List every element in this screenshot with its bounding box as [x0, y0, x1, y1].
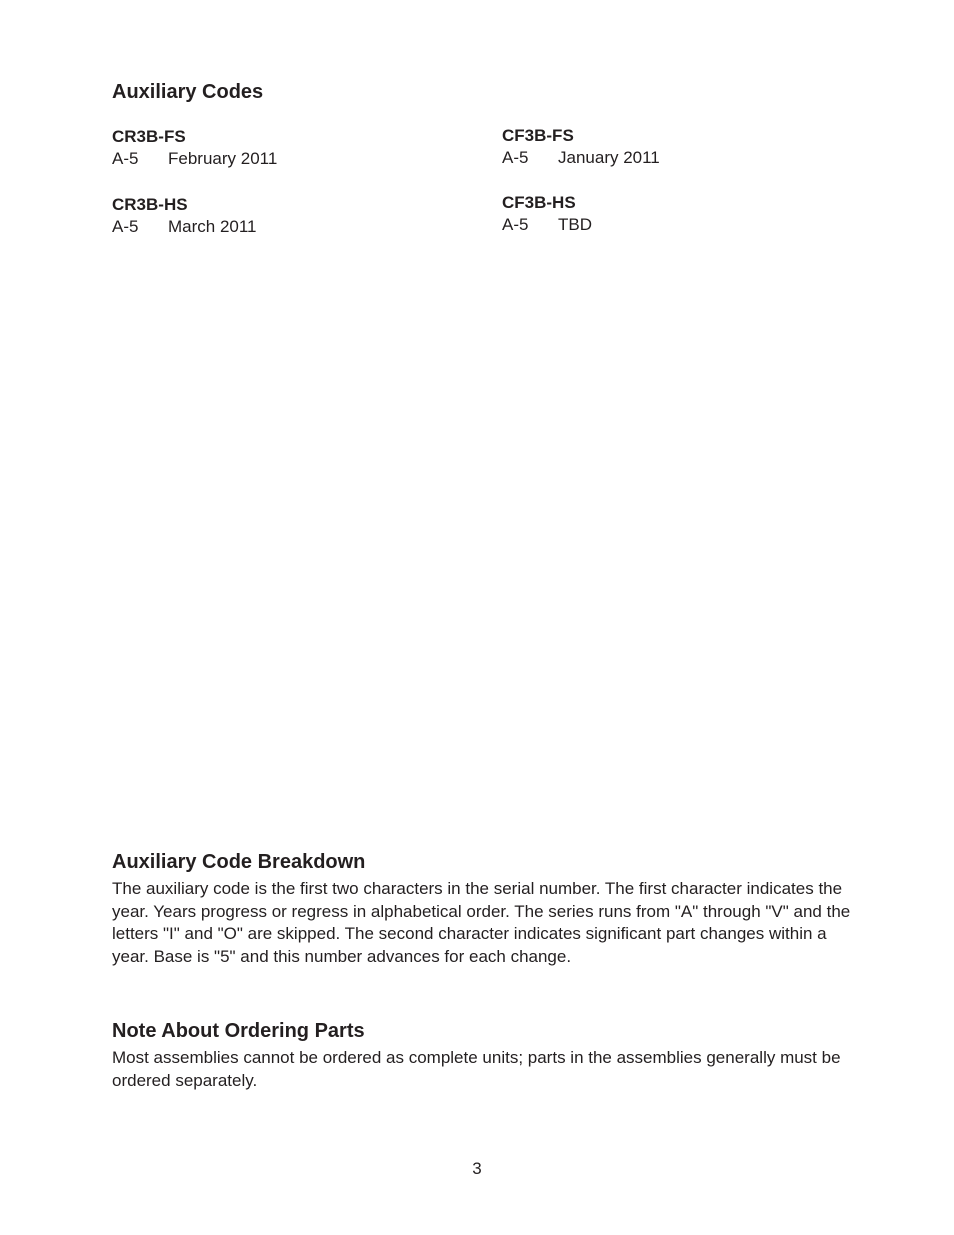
model-name: CR3B-HS	[112, 195, 188, 214]
code-block-cf3b-fs	[502, 125, 822, 169]
aux-code: A-5	[112, 149, 139, 168]
aux-date: March 2011	[168, 217, 257, 236]
aux-date: January 2011	[558, 148, 660, 167]
aux-date: February 2011	[168, 149, 278, 168]
model-name: CF3B-FS	[502, 126, 574, 145]
breakdown-heading: Auxiliary Code Breakdown	[112, 851, 366, 873]
ordering-heading: Note About Ordering Parts	[112, 1020, 365, 1042]
code-row	[502, 147, 822, 169]
aux-date: TBD	[558, 215, 592, 234]
aux-code: A-5	[502, 148, 529, 167]
auxiliary-codes-heading: Auxiliary Codes	[112, 81, 264, 103]
code-block-cr3b-fs	[112, 126, 432, 170]
code-block-cf3b-hs	[502, 192, 822, 236]
page-number: 3	[472, 1159, 482, 1178]
model-name: CF3B-HS	[502, 193, 576, 212]
code-row	[112, 148, 432, 170]
model-name: CR3B-FS	[112, 127, 186, 146]
code-block-cr3b-hs	[112, 194, 432, 238]
breakdown-paragraph: The auxiliary code is the first two characters in the serial number. The first character indicates the year. Years progress or regress in alphabetical order. The series runs from "A" through "V" and the letters "I" and "O" are skipped. The second character indicates significant part changes within a year. Base is "5" and this number advances for each change.	[112, 879, 851, 966]
aux-code: A-5	[112, 217, 139, 236]
ordering-paragraph: Most assemblies cannot be ordered as complete units; parts in the assemblies generally must be ordered separately.	[112, 1048, 841, 1090]
aux-code: A-5	[502, 215, 529, 234]
code-row	[112, 216, 432, 238]
code-row	[502, 214, 822, 236]
